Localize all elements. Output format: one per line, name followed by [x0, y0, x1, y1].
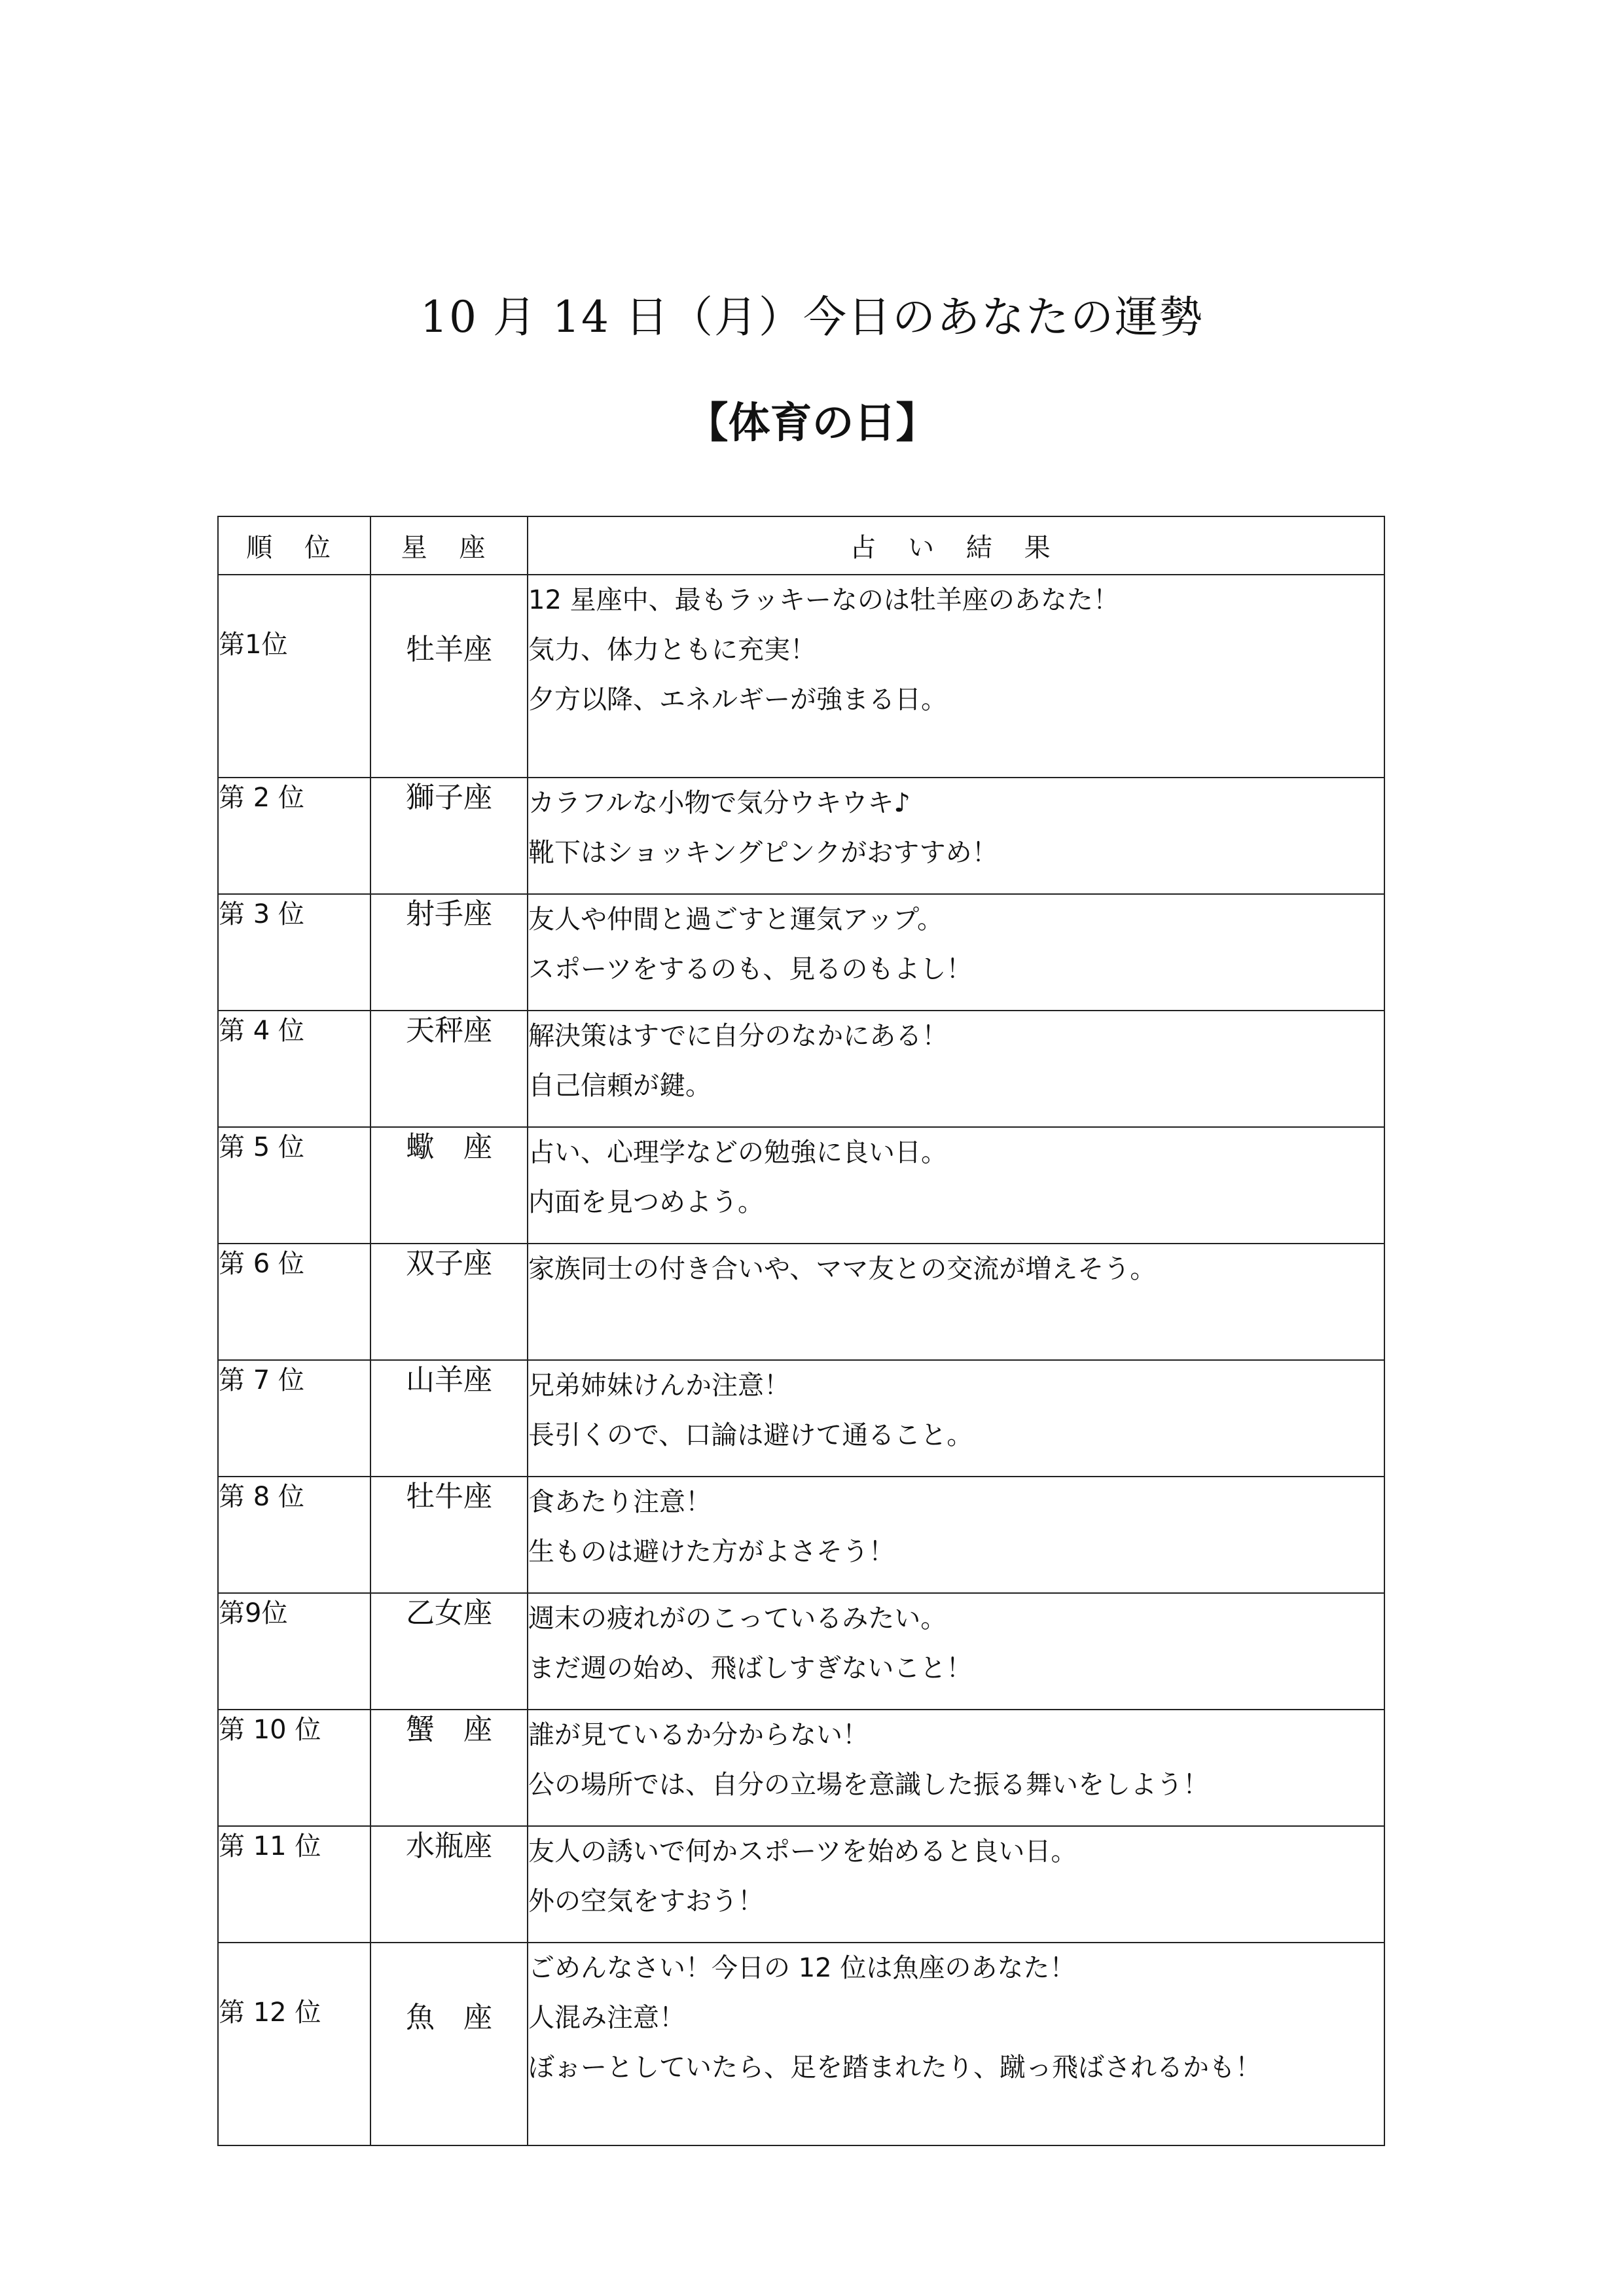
result-line: 友人や仲間と過ごすと運気アップ。	[528, 905, 943, 935]
result-cell	[528, 1011, 1384, 1127]
sign-cell: 牡牛座	[370, 1477, 528, 1593]
sign-cell: 乙女座	[370, 1593, 528, 1710]
result-line: 夕方以降、エネルギーが強まる日。	[528, 685, 947, 715]
result-line: 自己信頼が鍵。	[528, 1071, 712, 1101]
result-line: 兄弟姉妹けんか注意！	[528, 1371, 790, 1401]
result-line: 公の場所では、自分の立場を意識した振る舞いをしよう！	[528, 1770, 1209, 1800]
result-line: 週末の疲れがのこっているみたい。	[528, 1604, 947, 1634]
rank-cell: 第 11 位	[218, 1826, 370, 1943]
sign-cell: 射手座	[370, 894, 528, 1011]
sign-cell: 獅子座	[370, 778, 528, 894]
sign-cell: 蠍 座	[370, 1127, 528, 1244]
result-line: ぼぉーとしていたら、足を踏まれたり、蹴っ飛ばされるかも！	[528, 2053, 1261, 2083]
result-line: 内面を見つめよう。	[528, 1187, 764, 1217]
result-line: 外の空気をすおう！	[528, 1886, 764, 1916]
rank-cell: 第 4 位	[218, 1011, 370, 1127]
result-line: 人混み注意！	[528, 2003, 685, 2033]
rank-cell: 第 2 位	[218, 778, 370, 894]
table-header-row	[218, 516, 1384, 575]
rank-cell: 第 12 位	[218, 1943, 370, 2145]
result-line: 食あたり注意！	[528, 1487, 712, 1517]
result-cell	[528, 1710, 1384, 1826]
sign-cell: 魚 座	[370, 1943, 528, 2145]
result-cell	[528, 1244, 1384, 1360]
table-row	[218, 778, 1384, 894]
result-line: 12 星座中、最もラッキーなのは牡羊座のあなた！	[528, 585, 1119, 615]
result-cell	[528, 575, 1384, 778]
result-line: ごめんなさい！今日の 12 位は魚座のあなた！	[528, 1953, 1076, 1983]
table-row	[218, 894, 1384, 1011]
table-row	[218, 1011, 1384, 1127]
sign-cell: 天秤座	[370, 1011, 528, 1127]
result-line: 解決策はすでに自分のなかにある！	[528, 1021, 948, 1051]
table-row	[218, 1244, 1384, 1360]
result-cell	[528, 778, 1384, 894]
result-line: 家族同士の付き合いや、ママ友との交流が増えそう。	[528, 1254, 1157, 1284]
rank-cell: 第 3 位	[218, 894, 370, 1011]
result-cell	[528, 894, 1384, 1011]
sign-cell: 水瓶座	[370, 1826, 528, 1943]
rank-cell: 第 5 位	[218, 1127, 370, 1244]
table-row	[218, 1360, 1384, 1477]
result-line: 誰が見ているか分からない！	[528, 1720, 869, 1750]
sign-cell: 牡羊座	[370, 575, 528, 778]
header-sign: 星 座	[370, 516, 528, 575]
result-cell	[528, 1360, 1384, 1477]
result-line: スポーツをするのも、見るのもよし！	[528, 954, 973, 984]
sign-cell: 山羊座	[370, 1360, 528, 1477]
result-cell	[528, 1127, 1384, 1244]
result-line: 生ものは避けた方がよさそう！	[528, 1537, 895, 1567]
header-rank: 順 位	[218, 516, 370, 575]
result-line: 靴下はショッキングピンクがおすすめ！	[528, 838, 998, 868]
result-line: 占い、心理学などの勉強に良い日。	[528, 1138, 947, 1168]
table-row	[218, 1826, 1384, 1943]
rank-cell: 第9位	[218, 1593, 370, 1710]
rank-cell: 第 10 位	[218, 1710, 370, 1826]
page-subtitle: 【体育の日】	[686, 399, 938, 448]
rank-cell: 第 6 位	[218, 1244, 370, 1360]
rank-cell: 第 7 位	[218, 1360, 370, 1477]
result-cell	[528, 1826, 1384, 1943]
result-line: 長引くので、口論は避けて通ること。	[528, 1420, 973, 1450]
header-result: 占 い 結 果	[528, 516, 1384, 575]
result-line: まだ週の始め、飛ばしすぎないこと！	[528, 1653, 973, 1683]
sign-cell: 双子座	[370, 1244, 528, 1360]
page-title: 10 月 14 日（月）今日のあなたの運勢	[420, 292, 1204, 342]
result-line: カラフルな小物で気分ウキウキ♪	[528, 788, 911, 818]
table-row	[218, 1593, 1384, 1710]
result-line: 友人の誘いで何かスポーツを始めると良い日。	[528, 1837, 1077, 1867]
result-cell	[528, 1477, 1384, 1593]
result-cell	[528, 1943, 1384, 2145]
table-row	[218, 1477, 1384, 1593]
sign-cell: 蟹 座	[370, 1710, 528, 1826]
table-row	[218, 575, 1384, 778]
rank-cell: 第 8 位	[218, 1477, 370, 1593]
fortune-table	[217, 516, 1385, 2146]
table-row	[218, 1710, 1384, 1826]
table-row	[218, 1127, 1384, 1244]
table-row	[218, 1943, 1384, 2145]
rank-cell: 第1位	[218, 575, 370, 778]
result-cell	[528, 1593, 1384, 1710]
result-line: 気力、体力ともに充実！	[528, 635, 816, 665]
